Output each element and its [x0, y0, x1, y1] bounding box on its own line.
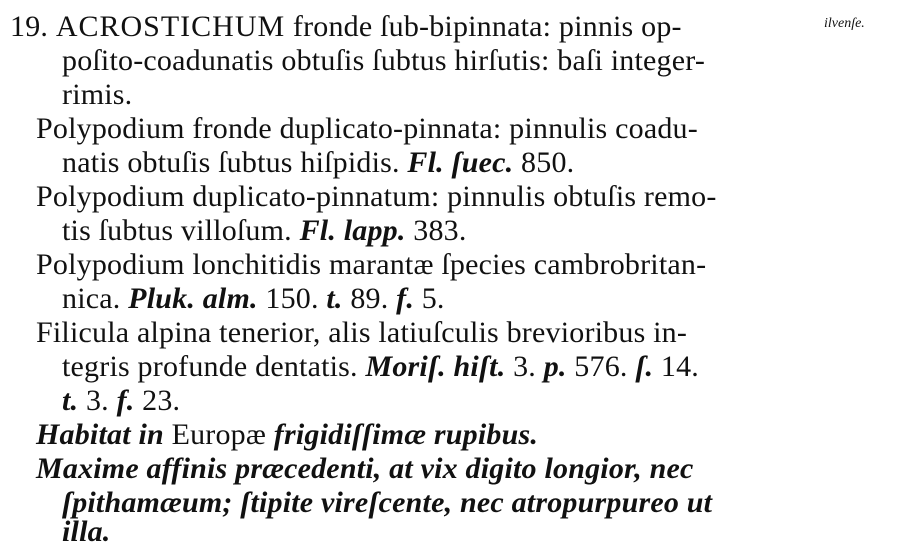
synonym-3-figure: 5.: [414, 282, 445, 315]
entry-description-line-3: rimis.: [62, 78, 133, 111]
synonym-4-page: 576.: [566, 350, 636, 383]
margin-note: ilvenſe.: [824, 16, 865, 31]
synonym-4-table: 3.: [78, 384, 117, 417]
synonym-1-line-1: Polypodium fronde duplicato-pinnata: pinnulis coadu-: [36, 112, 698, 145]
habitat-line: [36, 418, 538, 452]
synonym-4-line-1: Filicula alpina tenerior, alis latiuſculis brevioribus in-: [36, 316, 688, 349]
synonym-3-source: Pluk. alm.: [128, 282, 258, 315]
habitat-place: Europæ: [171, 418, 267, 451]
entry-description-line-2: poſito-coadunatis obtuſis ſubtus hirſutis: baſi integer-: [62, 44, 706, 77]
synonym-4-figure-label: f.: [116, 384, 135, 417]
entry-first-line: [10, 10, 682, 44]
synonym-3-table: 89.: [342, 282, 397, 315]
synonym-4-text: tegris profunde dentatis.: [62, 350, 366, 383]
synonym-4-section-label: ſ.: [635, 350, 654, 383]
synonym-4-volume: 3.: [505, 350, 544, 383]
synonym-3-page: 150.: [257, 282, 327, 315]
synonym-3-line-1: Polypodium lonchitidis marantæ ſpecies cambrobritan-: [36, 248, 707, 281]
description-line-2: ſpithamæum; ſtipite vireſcente, nec atropurpureo ut: [62, 486, 713, 519]
synonym-1-text: natis obtuſis ſubtus hiſpidis.: [62, 146, 408, 179]
synonym-1-page: 850.: [513, 146, 575, 179]
synonym-2-line-2: [62, 214, 467, 248]
synonym-2-text: tis ſubtus villoſum.: [62, 214, 300, 247]
synonym-1-line-2: [62, 146, 574, 180]
entry-genus: ACROSTICHUM: [55, 10, 286, 43]
synonym-3-text: nica.: [62, 282, 129, 315]
synonym-2-line-1: Polypodium duplicato-pinnatum: pinnulis obtuſis remo-: [36, 180, 717, 213]
synonym-2-source: Fl. lapp.: [299, 214, 406, 247]
synonym-4-section: 14.: [653, 350, 700, 383]
entry-number: 19.: [10, 10, 49, 43]
description-line-1: Maxime affinis præcedenti, at vix digito longior, nec: [36, 452, 694, 485]
synonym-3-table-label: t.: [326, 282, 343, 315]
habitat-detail: frigidiſſimæ rupibus.: [266, 418, 539, 451]
synonym-3-line-2: [62, 282, 445, 316]
description-line-3: illa.: [62, 515, 111, 548]
synonym-4-source: Moriſ. hiſt.: [365, 350, 506, 383]
synonym-1-source: Fl. ſuec.: [407, 146, 514, 179]
synonym-2-page: 383.: [405, 214, 467, 247]
synonym-4-line-3: [62, 384, 180, 418]
habitat-label: Habitat in: [36, 418, 172, 451]
synonym-3-figure-label: f.: [396, 282, 415, 315]
synonym-4-page-label: p.: [543, 350, 567, 383]
synonym-4-table-label: t.: [62, 384, 79, 417]
synonym-4-figure: 23.: [134, 384, 181, 417]
synonym-4-line-2: [62, 350, 699, 384]
entry-description-line-1: fronde ſub-bipinnata: pinnis op-: [292, 10, 682, 43]
